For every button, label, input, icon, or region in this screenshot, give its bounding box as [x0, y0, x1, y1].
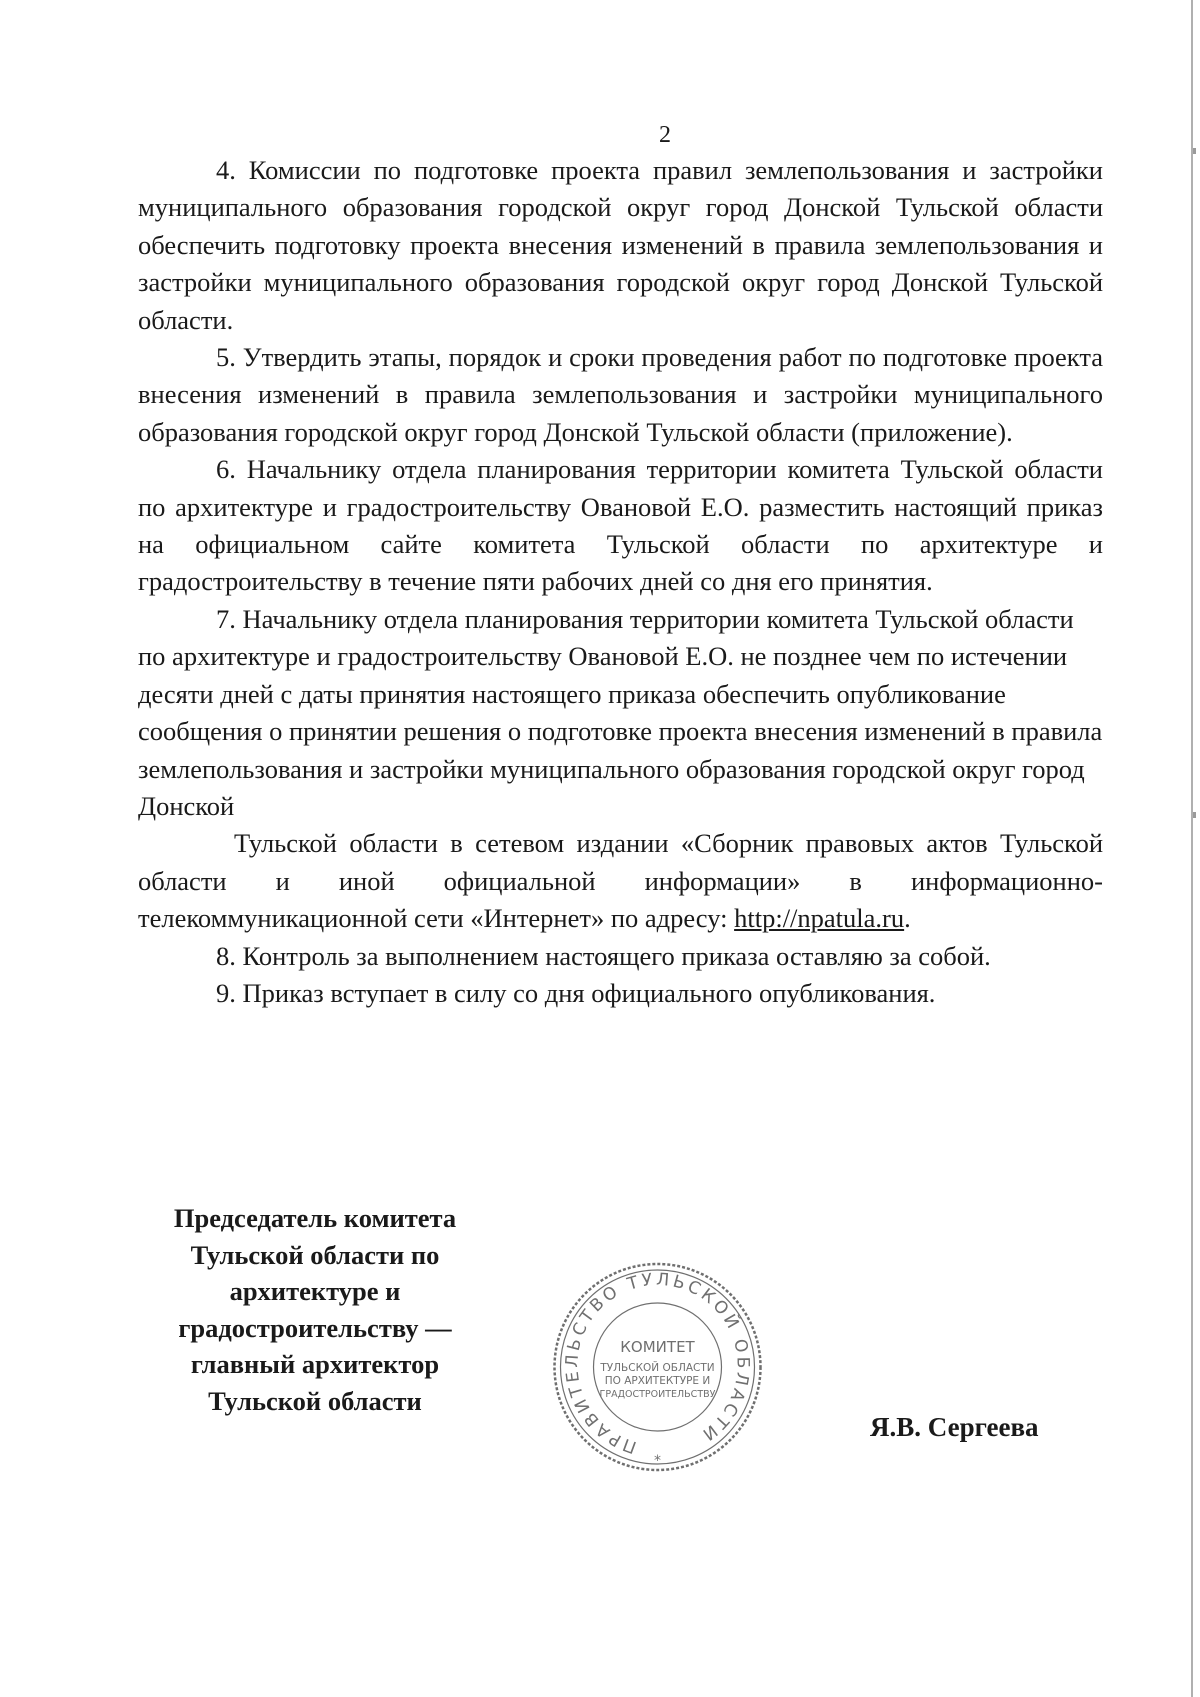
paragraph-8: 8. Контроль за выполнением настоящего приказа оставляю за собой.	[216, 940, 991, 971]
stamp-seal-icon	[550, 1258, 765, 1476]
stamp-center-line: ПО АРХИТЕКТУРЕ И	[604, 1375, 711, 1387]
signatory-title-line: архитектуре и	[229, 1276, 401, 1306]
stamp-center-line: КОМИТЕТ	[620, 1338, 695, 1356]
official-stamp	[550, 1258, 765, 1476]
document-body	[138, 152, 1103, 1012]
stamp-star: *	[654, 1453, 661, 1469]
paragraph-6: 6. Начальнику отдела планирования территории комитета Тульской области по архитектуре и градостроительству Овановой Е.О. разместить настоящий приказ на официальном сайте комитета Тульской области по архитектуре и градостроительству в течение пяти рабочих дней со дня его принятия.	[138, 454, 1103, 597]
scan-artifact	[1193, 148, 1196, 154]
publication-link[interactable]: http://npatula.ru	[734, 903, 905, 934]
page-number: 2	[659, 122, 671, 148]
signatory-title	[150, 1200, 480, 1419]
stamp-center-line: ГРАДОСТРОИТЕЛЬСТВУ	[599, 1389, 716, 1400]
paragraph-7: 7. Начальнику отдела планирования территории комитета Тульской области по архитектуре и градостроительству Овановой Е.О. не позднее чем по истечении десяти дней с даты принятия настоящего приказа обеспечить опубликование сообщения о принятии решения о подготовке проекта внесения изменений в правила землепользования и застройки муниципального образования городской округ город Донской	[138, 603, 1103, 821]
paragraph-4: 4. Комиссии по подготовке проекта правил землепользования и застройки муниципального образования городской округ город Донской Тульской области обеспечить подготовку проекта внесения изменений в правила землепользования и застройки муниципального образования городской округ город Донской Тульской области.	[138, 155, 1103, 335]
paragraph-7-continuation	[138, 825, 1103, 937]
paragraph-9: 9. Приказ вступает в силу со дня официального опубликования.	[216, 977, 936, 1008]
signatory-title-line: Председатель комитета	[173, 1203, 457, 1233]
signatory-title-line: градостроительству —	[178, 1312, 452, 1343]
signatory-title-line: Тульской области по	[190, 1239, 440, 1270]
stamp-ring-text: ПРАВИТЕЛЬСТВО ТУЛЬСКОЙ ОБЛАСТИ	[562, 1269, 753, 1457]
scan-artifact	[1193, 812, 1196, 818]
paragraph-7-continuation-text: Тульской области в сетевом издании «Сборник правовых актов Тульской области и иной официальной информации» в информационно-телекоммуникационной сети «Интернет» по адресу:	[138, 828, 1103, 934]
scan-edge-line	[1191, 0, 1193, 1697]
link-trailing-period: .	[904, 903, 911, 934]
signatory-name: Я.В. Сергеева	[870, 1412, 1039, 1442]
stamp-center-line: ТУЛЬСКОЙ ОБЛАСТИ	[600, 1362, 715, 1374]
signatory-title-line: Тульской области	[208, 1385, 422, 1416]
paragraph-5: 5. Утвердить этапы, порядок и сроки проведения работ по подготовке проекта внесения изменений в правила землепользования и застройки муниципального образования городской округ город Донской Тульской области (приложение).	[138, 342, 1103, 447]
signatory-title-line: главный архитектор	[190, 1349, 440, 1379]
